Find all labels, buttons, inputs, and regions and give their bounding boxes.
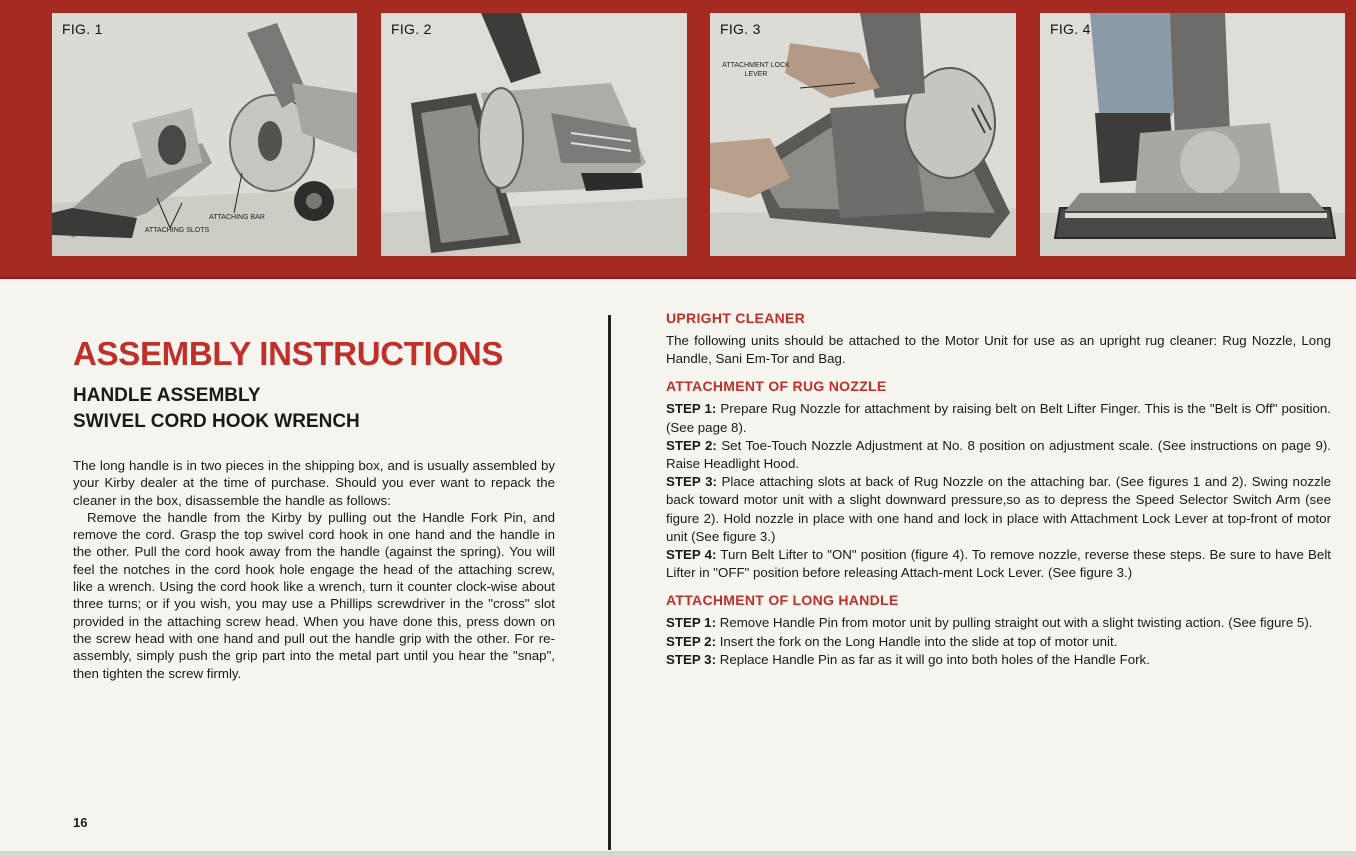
figure-3-label: FIG. 3 [720,21,761,37]
step-label: STEP 3: [666,651,717,667]
rug-nozzle-step-2 [666,437,1331,473]
step-text: Place attaching slots at back of Rug Nozzle on the attaching bar. (See figures 1 and 2). Swing nozzle back toward motor unit with a slight downward pressure,so as to depress the Speed Selector Switch Arm (see figure 2). Hold nozzle in place with one hand and lock in place with Attachment Lock Lever at top-front of motor unit (See figure 3.) [666,474,1331,544]
step-text: Turn Belt Lifter to "ON" position (figure 4). To remove nozzle, reverse these steps. Be sure to have Belt Lifter in "OFF" position before releasing Attach-ment Lock Lever. (See figure 3.) [666,547,1331,581]
rug-nozzle-step-4 [666,546,1331,582]
step-label: STEP 3: [666,474,717,490]
figure-3-callout-attachment-lock-lever: ATTACHMENT LOCK LEVER [722,62,790,78]
figure-1-label: FIG. 1 [62,21,103,37]
heading-attachment-long-handle: ATTACHMENT OF LONG HANDLE [666,592,899,609]
figure-4 [1040,13,1345,256]
column-divider [608,315,611,850]
rug-nozzle-step-1 [666,400,1331,436]
figure-4-label: FIG. 4 [1050,21,1091,37]
step-text: Insert the fork on the Long Handle into the slide at top of motor unit. [719,633,1118,649]
step-text: Replace Handle Pin as far as it will go into both holes of the Handle Fork. [719,651,1150,667]
step-label: STEP 1: [666,615,717,631]
figure-2-label: FIG. 2 [391,21,432,37]
figure-2 [381,13,687,256]
figure-1-callout-attaching-slots: ATTACHING SLOTS [144,227,210,234]
heading-attachment-rug-nozzle: ATTACHMENT OF RUG NOZZLE [666,378,887,395]
rug-nozzle-steps [666,400,1331,582]
page-bottom-edge [0,851,1356,857]
long-handle-step-3 [666,651,1331,669]
step-label: STEP 4: [666,547,717,563]
figure-4-photo [1040,13,1345,256]
paragraph-intro: The long handle is in two pieces in the shipping box, and is usually assembled by your Kirby dealer at the time of purchase. Should you ever want to repack the cleaner in the box, disassemble the handle as follows: [73,458,555,508]
long-handle-steps [666,614,1331,669]
long-handle-step-1 [666,614,1331,632]
step-text: Prepare Rug Nozzle for attachment by raising belt on Belt Lifter Finger. This is the "Belt is Off" position. (See page 8). [666,401,1331,435]
step-label: STEP 1: [666,401,717,417]
step-label: STEP 2: [666,437,717,453]
page-title: ASSEMBLY INSTRUCTIONS [73,335,504,372]
page-number: 16 [73,815,88,830]
paragraph-upright-cleaner: The following units should be attached to the Motor Unit for use as an upright rug cleaner: Rug Nozzle, Long Handle, Sani Em-Tor and Bag. [666,333,1331,367]
subheading-swivel-cord-hook-wrench: SWIVEL CORD HOOK WRENCH [73,411,360,432]
left-column [73,335,555,682]
figure-1 [52,13,357,256]
figure-band-edge [0,277,1356,279]
subheading-handle-assembly: HANDLE ASSEMBLY [73,385,261,406]
rug-nozzle-step-3 [666,473,1331,546]
step-text: Remove Handle Pin from motor unit by pulling straight out with a slight twisting action. (See figure 5). [719,615,1313,631]
subheadings [73,383,555,435]
paragraph-instructions: Remove the handle from the Kirby by pulling out the Handle Fork Pin, and remove the cord. Grasp the top swivel cord hook in one hand and the handle in the other. Pull the cord hook away from the handle (against the spring). You will feel the notches in the cord hook hole engage the head of the attaching screw, like a wrench. Using the cord hook like a wrench, turn it counter clock-wise about three turns; or if you wish, you may use a Phillips screwdriver in the "cross" slot provided in the attaching screw head. When you have done this, press down on the screw head with one hand and pull out the handle grip with the other. For re-assembly, simply push the grip part into the metal part until you hear the "snap", then tighten the screw firmly. [73,509,555,681]
long-handle-step-2 [666,633,1331,651]
step-label: STEP 2: [666,633,717,649]
step-text: Set Toe-Touch Nozzle Adjustment at No. 8 position on adjustment scale. (See instructions on page 9). Raise Headlight Hood. [666,437,1331,472]
figure-1-callout-attaching-bar: ATTACHING BAR [209,214,265,221]
heading-upright-cleaner: UPRIGHT CLEANER [666,310,806,326]
right-column [666,310,1331,669]
figure-3 [710,13,1016,256]
figure-3-photo [710,13,1016,256]
figure-2-photo [381,13,687,256]
